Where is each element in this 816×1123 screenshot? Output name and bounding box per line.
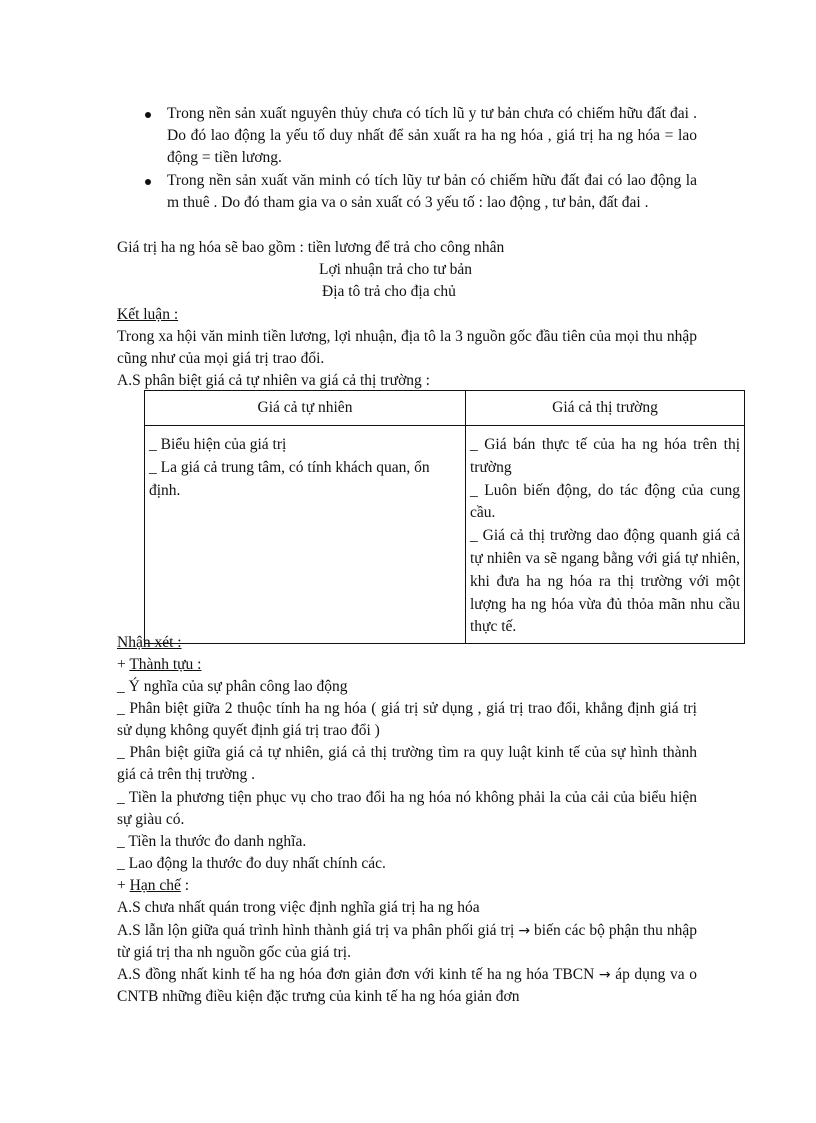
bullet-list (117, 103, 697, 214)
limitations-prefix: + (117, 877, 130, 894)
conclusion-heading (117, 304, 697, 326)
limitations-heading (117, 875, 697, 897)
achievement-item: _ Tiền la phương tiện phục vụ cho trao đổi ha ng hóa nó không phải la của cải của biểu hiện sự giàu có. (117, 789, 697, 829)
table-cell-line: _ Biểu hiện của giá trị (149, 436, 287, 453)
limitation-text: A.S lẫn lộn giữa quá trình hình thành giá trị va phân phối giá trị (117, 922, 519, 939)
bullet-text: Trong nền sản xuất văn minh có tích lũy tư bản có chiếm hữu đất đai có lao động la m thuê . Do đó tham gia va o sản xuất có 3 yếu tố : lao động , tư bản, đất đai . (167, 171, 697, 211)
remarks-heading-text: Nhận xét : (117, 634, 182, 651)
limitations-heading-text: Hạn chế (129, 877, 181, 894)
limitation-text: biến các bộ phận thu nhập từ giá trị tha nh nguồn gốc của giá trị. (117, 922, 698, 962)
table-cell-line: _ Giá cả thị trường dao động quanh giá cả tự nhiên va sẽ ngang bằng với giá tự nhiên, khi đưa ha ng hóa ra thị trường với một lượng ha ng hóa vừa đủ thỏa mãn nhu cầu thực tế. (470, 527, 740, 636)
table-cell-line: _ Luôn biến động, do tác động của cung cầu. (470, 481, 740, 522)
table-cell-line: _ La giá cả trung tâm, có tính khách quan, ổn định. (149, 458, 430, 499)
bullet-item (117, 103, 697, 170)
limitation-item (117, 964, 697, 1008)
limitation-item (117, 920, 697, 964)
comparison-intro: A.S phân biệt giá cả tự nhiên va giá cả thị trường : (117, 372, 430, 389)
table-header-row (145, 391, 745, 426)
bullet-dot-icon (145, 112, 151, 118)
value-line-rent: Địa tô trả cho địa chủ (322, 283, 456, 300)
achievements-heading-text: Thành tựu : (129, 656, 202, 673)
bullet-dot-icon (145, 179, 151, 185)
arrow-right-icon: → (598, 967, 611, 983)
arrow-right-icon: → (518, 923, 531, 939)
achievements-heading (117, 654, 697, 676)
bullet-item (117, 170, 697, 214)
limitations-suffix: : (180, 877, 190, 894)
table-header-market-price: Giá cả thị trường (466, 391, 745, 426)
achievement-item: _ Ý nghĩa của sự phân công lao động (117, 678, 348, 695)
price-comparison-table (144, 390, 745, 644)
value-intro: Giá trị ha ng hóa sẽ bao gồm : tiền lương để trả cho công nhân (117, 239, 505, 256)
value-line-profit: Lợi nhuận trả cho tư bản (319, 261, 473, 278)
limitation-item: A.S chưa nhất quán trong việc định nghĩa giá trị ha ng hóa (117, 899, 480, 916)
limitation-text: A.S đồng nhất kinh tế ha ng hóa đơn giản đơn với kinh tế ha ng hóa TBCN (117, 966, 599, 983)
remarks-heading (117, 632, 697, 654)
achievement-item: _ Phân biệt giữa 2 thuộc tính ha ng hóa ( giá trị sử dụng , giá trị trao đổi, khẳng định giá trị sử dụng không quyết định giá trị trao đổi ) (117, 700, 697, 740)
conclusion-heading-text: Kết luận : (117, 306, 179, 323)
achievement-item: _ Tiền la thước đo danh nghĩa. (117, 833, 307, 850)
achievement-item: _ Lao động la thước đo duy nhất chính các. (117, 855, 386, 872)
table-header-natural-price: Giá cả tự nhiên (145, 391, 466, 426)
limitation-text: áp dụng va o CNTB những điều kiện đặc trưng của kinh tế ha ng hóa giản đơn (117, 966, 697, 1006)
table-cell-line: _ Giá bán thực tế của ha ng hóa trên thị trường (470, 436, 740, 476)
achievements-prefix: + (117, 656, 130, 673)
achievement-item: _ Phân biệt giữa giá cả tự nhiên, giá cả thị trường tìm ra quy luật kinh tế của sự hình thành giá cả trên thị trường . (117, 744, 697, 784)
market-price-cell (466, 426, 745, 644)
bullet-text: Trong nền sản xuất nguyên thủy chưa có tích lũ y tư bản chưa có chiếm hữu đất đai . Do đó lao động la yếu tố duy nhất để sản xuất ra ha ng hóa , giá trị ha ng hóa = lao động = tiền lương. (167, 105, 697, 167)
conclusion-text: Trong xa hội văn minh tiền lương, lợi nhuận, địa tô la 3 nguồn gốc đầu tiên của mọi thu nhập cũng như của mọi giá trị trao đổi. (117, 328, 697, 368)
natural-price-cell (145, 426, 466, 644)
table-row (145, 426, 745, 644)
